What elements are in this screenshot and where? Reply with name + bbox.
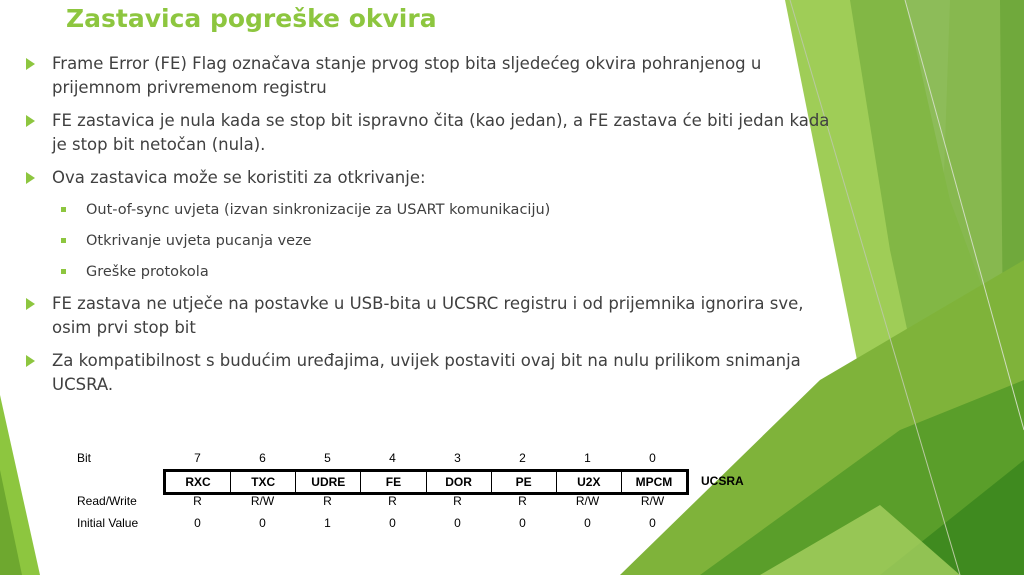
bullet-text: Frame Error (FE) Flag označava stanje prvog stop bita sljedećeg okvira pohranjenog u prijemnom privremenom registru — [52, 54, 762, 97]
bullet-arrow-icon — [26, 172, 35, 184]
bit-number: 0 — [649, 451, 656, 465]
bit-name: MPCM — [635, 475, 673, 489]
register-bit-fields — [163, 469, 689, 495]
bullet-square-icon — [61, 238, 66, 243]
bit-access: R — [388, 494, 397, 508]
bit-number: 2 — [519, 451, 526, 465]
bullet-text: FE zastava ne utječe na postavke u USB-bita u UCSRC registru i od prijemnika ignorira sve, osim prvi stop bit — [52, 294, 804, 337]
bullet-square-icon — [61, 269, 66, 274]
bit-number: 3 — [454, 451, 461, 465]
bit-initial-value: 0 — [259, 516, 266, 530]
sub-bullet-text: Out-of-sync uvjeta (izvan sinkronizacije za USART komunikaciju) — [86, 202, 551, 218]
bullet-arrow-icon — [26, 298, 35, 310]
bit-number: 5 — [324, 451, 331, 465]
bit-access: R — [193, 494, 202, 508]
bit-name: TXC — [231, 472, 296, 492]
bit-name: FE — [361, 472, 426, 492]
bit-number: 4 — [389, 451, 396, 465]
slide-title: Zastavica pogreške okvira — [66, 4, 437, 33]
register-diagram — [77, 449, 767, 533]
sub-bullet-text: Otkrivanje uvjeta pucanja veze — [86, 233, 312, 249]
bit-initial-value: 0 — [194, 516, 201, 530]
bit-access: R — [453, 494, 462, 508]
bullet-text: Ova zastavica može se koristiti za otkrivanje: — [52, 168, 426, 187]
bit-access: R/W — [250, 494, 275, 508]
bullet-item — [22, 109, 832, 157]
bit-name: U2X — [557, 472, 622, 492]
bit-initial-value: 0 — [519, 516, 526, 530]
bullet-item — [22, 292, 832, 340]
initial-value-row-label: Initial Value — [77, 516, 139, 530]
bit-initial-value: 0 — [389, 516, 396, 530]
bullet-square-icon — [61, 207, 66, 212]
bullet-text: Za kompatibilnost s budućim uređajima, uvijek postaviti ovaj bit na nulu prilikom snimanja UCSRA. — [52, 351, 801, 394]
bit-name: DOR — [427, 472, 492, 492]
read-write-row-label: Read/Write — [77, 494, 137, 508]
bit-number: 7 — [194, 451, 201, 465]
bit-initial-value: 0 — [584, 516, 591, 530]
bullet-arrow-icon — [26, 115, 35, 127]
bit-access: R/W — [640, 494, 665, 508]
bullet-list — [22, 52, 832, 397]
sub-bullet-item — [22, 200, 832, 220]
bullet-item — [22, 52, 832, 100]
bit-initial-value: 0 — [454, 516, 461, 530]
bit-access: R — [323, 494, 332, 508]
bit-initial-value: 0 — [649, 516, 656, 530]
sub-bullet-text: Greške protokola — [86, 264, 209, 280]
bit-access: R/W — [575, 494, 600, 508]
bit-row-label: Bit — [77, 451, 92, 465]
bit-name: UDRE — [296, 472, 361, 492]
register-name: UCSRA — [701, 474, 744, 488]
bullet-item — [22, 349, 832, 397]
bullet-arrow-icon — [26, 58, 35, 70]
bit-number: 1 — [584, 451, 591, 465]
bit-initial-value: 1 — [324, 516, 331, 530]
sub-bullet-item — [22, 231, 832, 251]
bit-number: 6 — [259, 451, 266, 465]
bullet-text: FE zastavica je nula kada se stop bit ispravno čita (kao jedan), a FE zastava će biti jedan kada je stop bit netočan (nula). — [52, 111, 830, 154]
sub-bullet-item — [22, 262, 832, 282]
bullet-arrow-icon — [26, 355, 35, 367]
bit-access: R — [518, 494, 527, 508]
bit-name: PE — [492, 472, 557, 492]
bit-name: RXC — [166, 472, 231, 492]
bullet-item — [22, 166, 832, 190]
